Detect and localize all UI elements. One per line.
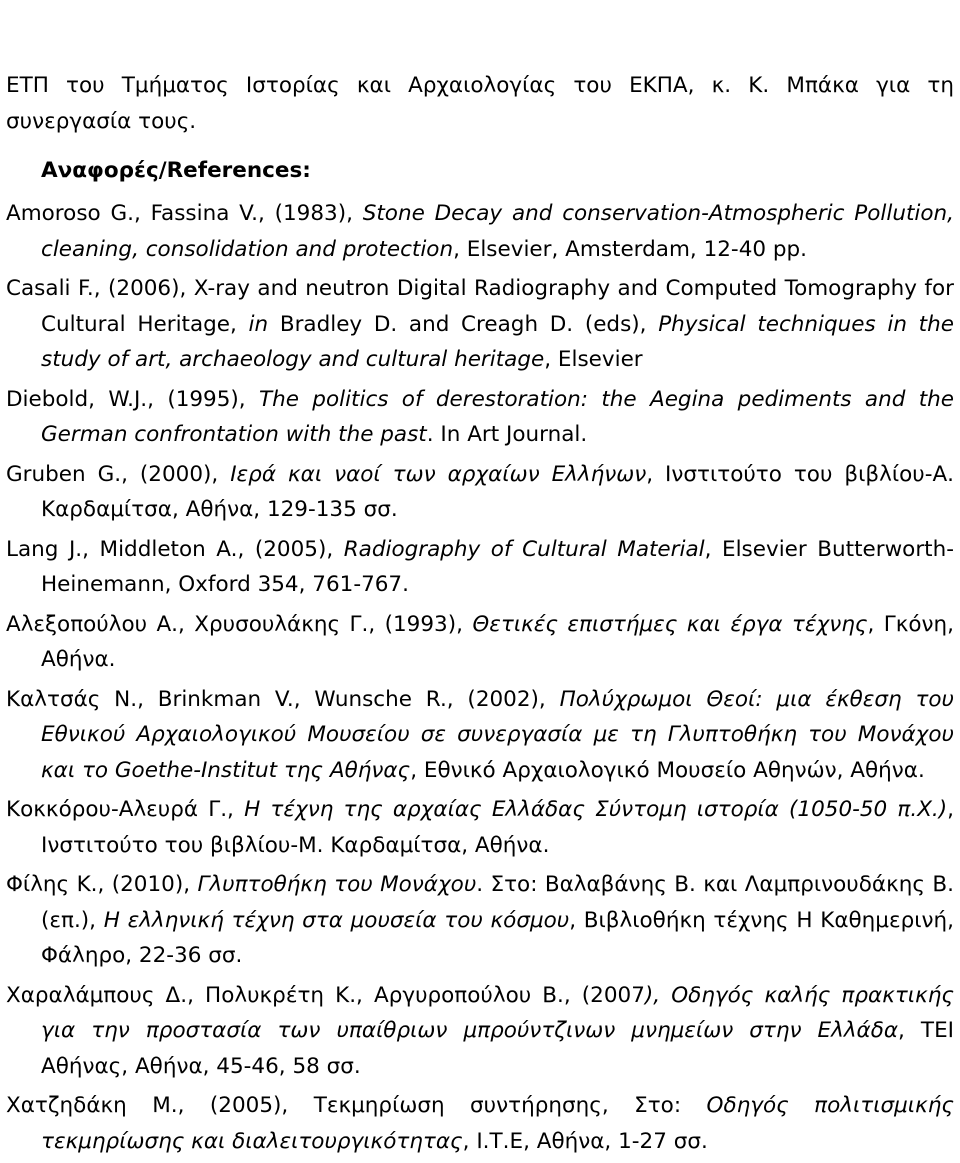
reference-entry: [6, 867, 954, 974]
reference-text: . Στο: Βαλαβάνης Β. και Λαμπρινουδάκης Β. (επ.),: [41, 872, 954, 933]
reference-title-italic: Stone Decay and conservation-Atmospheric Pollution, cleaning, consolidation and protection: [41, 201, 954, 262]
reference-entry: [6, 271, 954, 378]
reference-text: , Ινστιτούτο του βιβλίου-Α. Καρδαμίτσα, Αθήνα, 129-135 σσ.: [41, 461, 954, 522]
reference-text: , Ι.Τ.Ε, Αθήνα, 1-27 σσ.: [462, 1128, 708, 1154]
reference-text: Gruben G., (2000),: [6, 461, 231, 487]
reference-text: Φίλης Κ., (2010),: [6, 872, 198, 897]
reference-text: , Βιβλιοθήκη τέχνης Η Καθημερινή, Φάληρο, 22-36 σσ.: [41, 907, 954, 968]
reference-title-italic: Η ελληνική τέχνη στα μουσεία του κόσμου: [103, 907, 570, 933]
references-heading: Αναφορές/References:: [41, 158, 311, 183]
reference-entry: [6, 196, 954, 267]
reference-text: Κοκκόρου-Αλευρά Γ.,: [6, 797, 245, 822]
reference-entry: [6, 382, 954, 453]
reference-title-italic: in: [248, 311, 269, 337]
reference-entry: [6, 457, 954, 528]
reference-title-italic: Radiography of Cultural Material: [343, 536, 705, 562]
reference-text: . In Art Journal.: [426, 422, 588, 447]
reference-title-italic: Γλυπτοθήκη του Μονάχου: [197, 872, 477, 897]
reference-title-italic: Ιερά και ναοί των αρχαίων Ελλήνων: [230, 461, 647, 487]
reference-text: Casali F., (2006), X-ray and neutron Digital Radiography and Computed Tomography for Cultural Heritage,: [6, 276, 954, 337]
reference-text: Diebold, W.J., (1995),: [6, 386, 259, 412]
reference-entry: [6, 1088, 954, 1159]
reference-entry: [6, 532, 954, 603]
reference-text: Lang J., Middleton A., (2005),: [6, 536, 344, 562]
reference-entry: [6, 607, 954, 678]
reference-text: , Ινστιτούτο του βιβλίου-Μ. Καρδαμίτσα, Αθήνα.: [41, 797, 954, 858]
reference-title-italic: Η τέχνη της αρχαίας Ελλάδας Σύντομη ιστορία (1050-50 π.Χ.): [244, 797, 948, 822]
reference-text: Καλτσάς Ν., Brinkman V., Wunsche R., (2002),: [6, 686, 560, 712]
reference-text: , Elsevier Butterworth-Heinemann, Oxford 354, 761-767.: [41, 536, 954, 597]
reference-entry: [6, 682, 954, 789]
reference-title-italic: Οδηγός πολιτισμικής τεκμηρίωσης και διαλειτουργικότητας: [41, 1093, 954, 1154]
reference-title-italic: ), Οδηγός καλής πρακτικής για την προστασία των υπαίθριων μπρούντζινων μνημείων στην Ελλάδα: [41, 982, 954, 1043]
reference-title-italic: Physical techniques in the study of art, archaeology and cultural heritage: [41, 311, 954, 372]
reference-text: Χατζηδάκη Μ., (2005), Τεκμηρίωση συντήρησης, Στο:: [6, 1093, 707, 1118]
reference-text: Bradley D. and Creagh D. (eds),: [268, 311, 659, 337]
reference-title-italic: Πολύχρωμοι Θεοί: μια έκθεση του Εθνικού Αρχαιολογικού Μουσείου σε συνεργασία με τη Γλυπτοθήκη του Μονάχου και το Goethe-Institut της Αθήνας: [41, 686, 954, 783]
reference-text: , ΤΕΙ Αθήνας, Αθήνα, 45-46, 58 σσ.: [41, 1018, 954, 1079]
reference-list: [6, 196, 954, 1163]
reference-text: , Elsevier, Amsterdam, 12-40 pp.: [453, 236, 808, 262]
reference-entry: [6, 792, 954, 863]
reference-text: Amoroso G., Fassina V., (1983),: [6, 201, 363, 226]
reference-entry: [6, 978, 954, 1085]
reference-text: , Elsevier: [544, 347, 643, 372]
reference-text: Χαραλάμπους Δ., Πολυκρέτη Κ., Αργυροπούλου Β., (2007: [6, 982, 645, 1008]
intro-paragraph: ΕΤΠ του Τμήματος Ιστορίας και Αρχαιολογίας του ΕΚΠΑ, κ. Κ. Μπάκα για τη συνεργασία τους.: [6, 73, 954, 134]
reference-text: , Γκόνη, Αθήνα.: [41, 611, 955, 672]
reference-title-italic: The politics of derestoration: the Aegina pediments and the German confrontation with the past: [41, 386, 954, 447]
reference-text: , Εθνικό Αρχαιολογικό Μουσείο Αθηνών, Αθήνα.: [410, 757, 925, 783]
reference-text: Αλεξοπούλου Α., Χρυσουλάκης Γ., (1993),: [6, 611, 473, 637]
reference-title-italic: Θετικές επιστήμες και έργα τέχνης: [472, 611, 868, 637]
